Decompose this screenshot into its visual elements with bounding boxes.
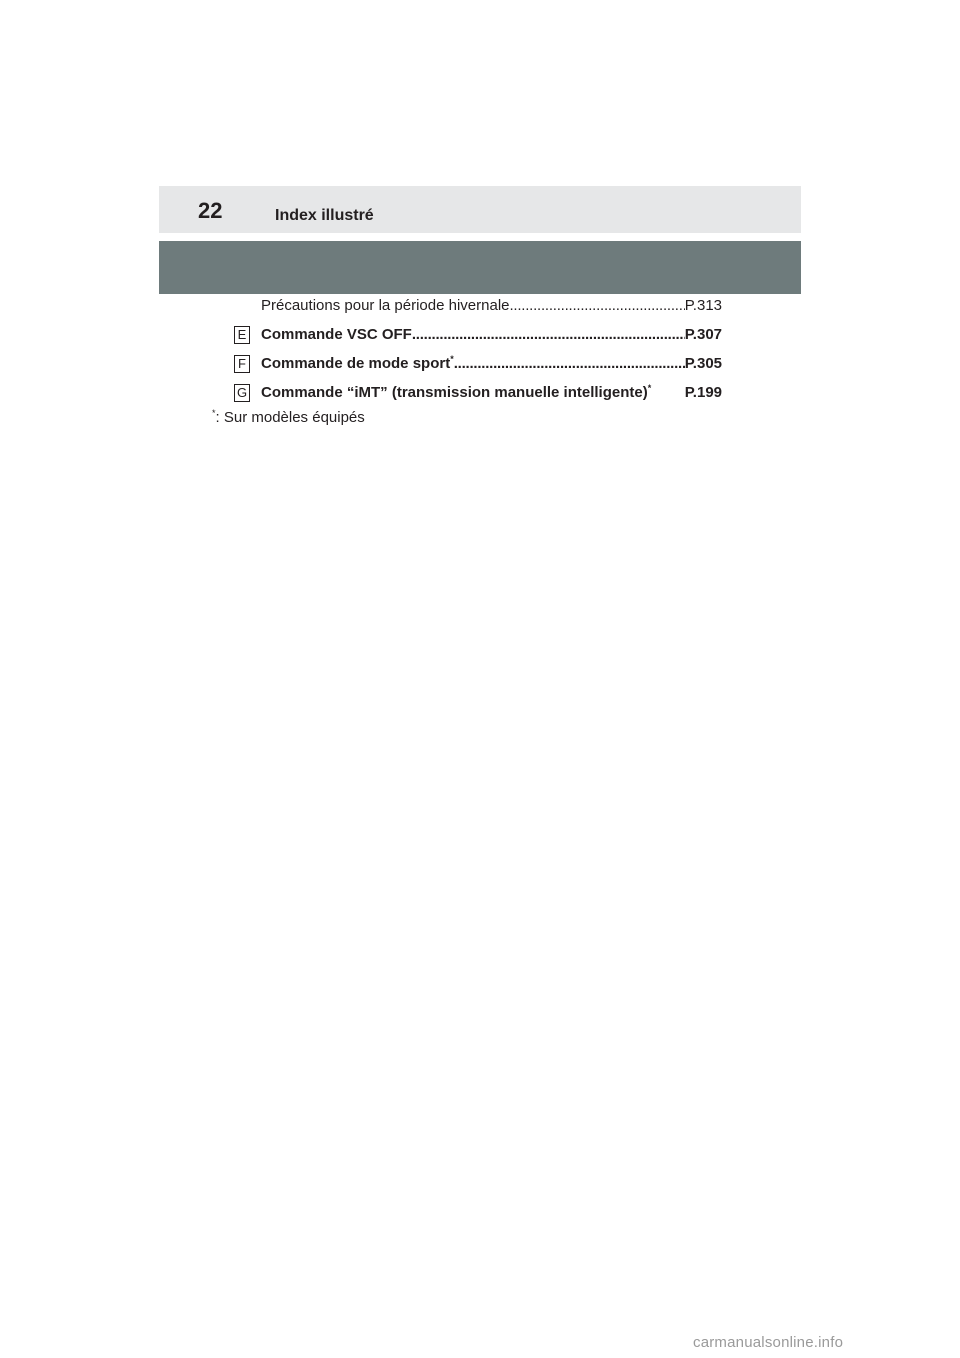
illustration-band (159, 241, 801, 294)
dot-leader (510, 296, 685, 316)
section-title: Index illustré (275, 207, 374, 224)
index-entry-sport-mode (261, 354, 722, 374)
entry-label: Commande de mode sport (261, 355, 451, 372)
callout-marker-g: G (234, 384, 250, 402)
dot-leader (454, 354, 685, 374)
index-entry-imt (261, 383, 722, 403)
entry-page-ref[interactable]: P.199 (684, 384, 722, 401)
entry-label-group (261, 383, 651, 403)
header-bar (159, 186, 801, 233)
entry-label: Précautions pour la période hivernale (261, 297, 510, 314)
asterisk-mark: * (450, 354, 454, 364)
callout-marker-f: F (234, 355, 250, 373)
entry-label-group (261, 354, 454, 374)
page-number: 22 (198, 198, 223, 223)
watermark: carmanualsonline.info (693, 1334, 844, 1351)
footnote (212, 408, 365, 428)
entry-page-ref[interactable]: P.307 (684, 326, 722, 343)
entry-page-ref[interactable]: P.305 (684, 355, 722, 372)
callout-marker-e: E (234, 326, 250, 344)
entry-label: Commande VSC OFF (261, 326, 412, 343)
asterisk-mark: * (647, 383, 652, 393)
index-entry-winter-precautions (261, 296, 722, 316)
entry-label: Commande “iMT” (transmission manuelle intelligente) (261, 384, 648, 401)
entry-page-ref[interactable]: P.313 (684, 297, 722, 314)
dot-leader (412, 325, 685, 345)
footnote-text: : Sur modèles équipés (215, 409, 365, 426)
footnote-asterisk: * (212, 408, 216, 418)
index-entry-vsc-off (261, 325, 722, 345)
